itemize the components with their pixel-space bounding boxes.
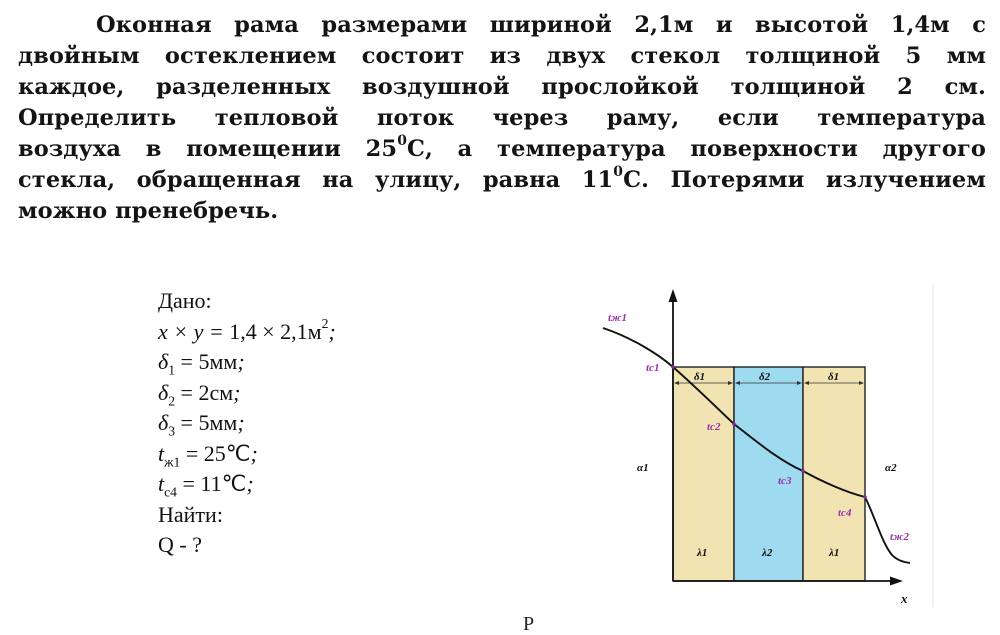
label-delta2: δ2 (759, 371, 771, 383)
label-alpha2: α2 (885, 462, 897, 474)
problem-line-6 (18, 165, 986, 196)
label-delta1-right: δ1 (828, 371, 840, 383)
degree-mark: 0 (397, 133, 408, 150)
given-dimensions (158, 317, 336, 348)
t-sub: ж1 (164, 453, 181, 469)
label-tc4: tc4 (838, 507, 852, 519)
semicolon: ; (233, 379, 241, 405)
t-value: = 25℃ (180, 440, 251, 466)
label-x-axis: x (901, 591, 908, 606)
problem-line-5-a: воздуха в помещении 25 (18, 136, 398, 162)
label-tc3: tc3 (778, 475, 792, 487)
heat-transfer-diagram (595, 285, 935, 607)
given-block (158, 286, 336, 561)
label-lambda1-left: λ1 (697, 547, 708, 559)
semicolon: ; (237, 349, 245, 374)
problem-line-5 (18, 134, 986, 165)
t-sub: с4 (164, 484, 177, 500)
delta-sub: 1 (168, 362, 176, 378)
given-delta1 (158, 347, 336, 378)
given-t-outside (158, 469, 336, 500)
dims-rhs: 1,4 × 2,1м (229, 318, 322, 344)
delta-symbol: δ (158, 410, 169, 435)
given-find: Найти: (158, 501, 223, 527)
point-tc3 (801, 469, 805, 473)
given-title: Дано: (158, 288, 212, 313)
problem-line-2: двойным остеклением состоит из двух стекол толщиной 5 мм (18, 43, 986, 69)
given-delta2 (158, 378, 336, 409)
t-symbol: t (158, 471, 165, 496)
semicolon: ; (246, 471, 254, 496)
label-tzh2: tж2 (890, 531, 910, 543)
given-t-inside (158, 439, 336, 470)
problem-statement (18, 10, 986, 227)
point-tc4 (863, 495, 867, 499)
degree-mark: 0 (613, 164, 624, 181)
delta-value: = 5мм (175, 410, 238, 435)
semicolon: ; (250, 440, 258, 466)
footer-fragment: Р (523, 613, 535, 635)
label-tc1: tc1 (646, 362, 660, 374)
label-tzh1: tж1 (608, 312, 628, 324)
problem-line-5-b: С, а температура поверхности другого (407, 136, 987, 162)
label-delta1-left: δ1 (694, 371, 706, 383)
problem-line-6-a: стекла, обращенная на улицу, равна 11 (18, 167, 614, 193)
delta-sub: 2 (168, 392, 176, 408)
point-tc1 (671, 365, 675, 369)
label-tc2: tc2 (707, 421, 721, 433)
delta-sub: 3 (168, 423, 176, 439)
problem-line-4: Определить тепловой поток через раму, если температура (18, 105, 986, 131)
problem-line-1: Оконная рама размерами шириной 2,1м и высотой 1,4м с (96, 12, 986, 38)
delta-symbol: δ (158, 349, 169, 374)
delta-value: = 2см (175, 379, 234, 405)
delta-symbol: δ (158, 379, 169, 405)
t-value: = 11℃ (177, 471, 247, 496)
problem-line-7: можно пренебречь. (18, 198, 279, 224)
t-symbol: t (158, 440, 165, 466)
semicolon: ; (237, 410, 245, 435)
label-lambda2: λ2 (762, 547, 773, 559)
point-tc2 (732, 422, 736, 426)
semicolon: ; (328, 318, 336, 344)
given-delta3 (158, 408, 336, 439)
dims-lhs: x × y = (158, 318, 230, 344)
delta-value: = 5мм (175, 349, 238, 374)
problem-line-3: каждое, разделенных воздушной прослойкой толщиной 2 см. (18, 74, 986, 100)
dims-sup: 2 (321, 316, 329, 332)
problem-line-6-b: С. Потерями излучением (623, 167, 986, 193)
label-alpha1: α1 (637, 462, 649, 474)
given-unknown: Q - ? (158, 532, 202, 557)
label-lambda1-right: λ1 (829, 547, 840, 559)
